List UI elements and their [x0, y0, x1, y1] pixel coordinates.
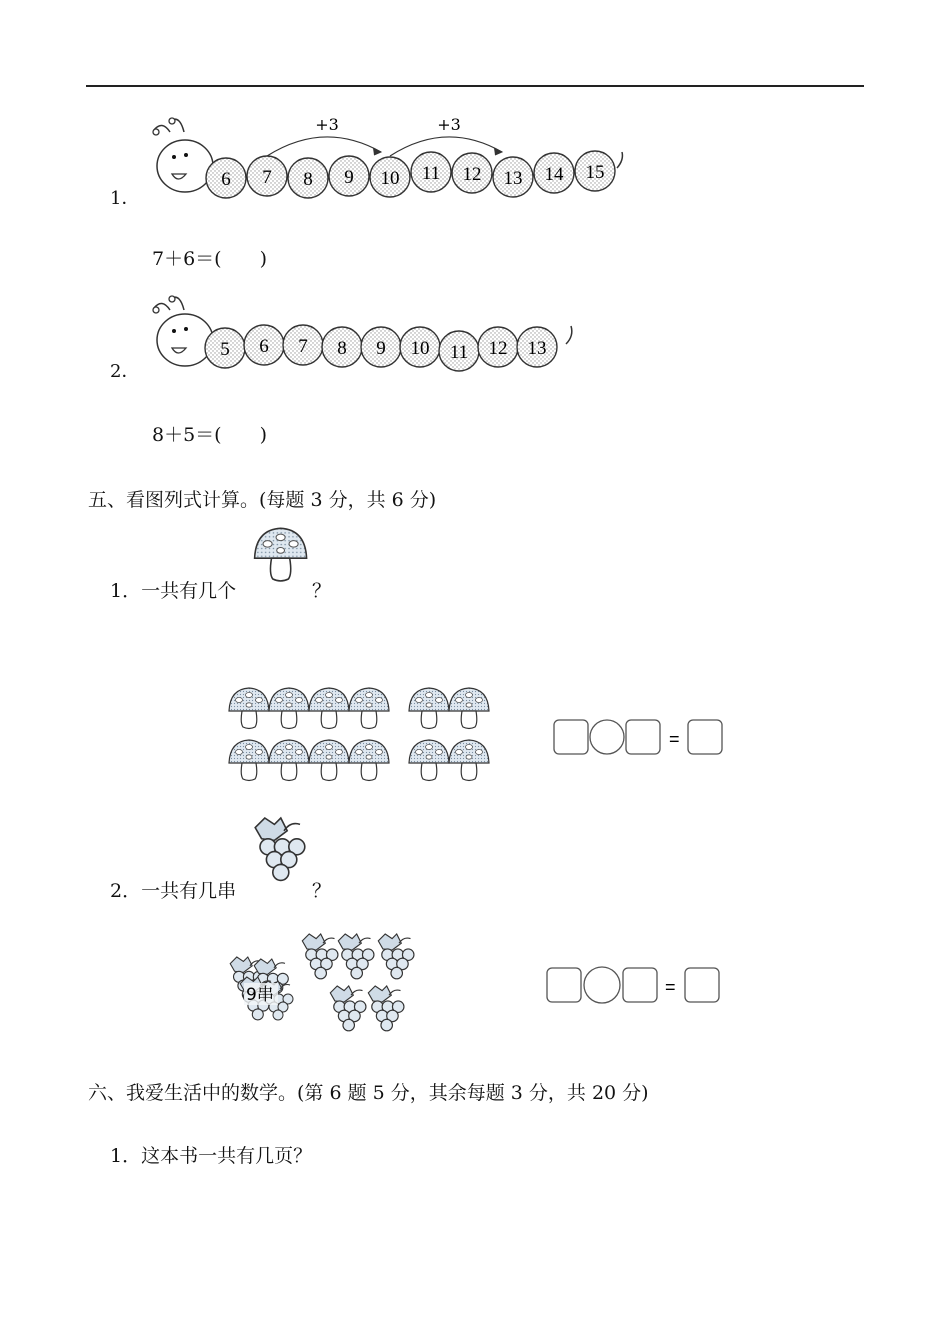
segment-number: 15: [585, 162, 605, 183]
grape-group: [298, 930, 428, 1040]
segment-number: 6: [259, 336, 269, 357]
s5-q2-label: [110, 876, 236, 903]
answer-box-result[interactable]: [685, 968, 719, 1002]
q1-number: 1．: [110, 188, 140, 209]
s5-q2-number: 2．: [110, 880, 142, 902]
segment-number: 10: [410, 338, 430, 359]
answer-row-2: [545, 966, 725, 1006]
answer-box-2[interactable]: [623, 968, 657, 1002]
segment-number: 12: [462, 164, 482, 185]
s6-q1-number: 1．: [110, 1145, 142, 1167]
bag-label: 9串: [246, 985, 274, 1005]
mushroom-item: [269, 688, 309, 729]
grape-bag: [226, 955, 306, 1025]
hop-arrow: [390, 137, 502, 156]
equals-sign: =: [669, 729, 680, 749]
segment-number: 12: [488, 338, 508, 359]
arrowhead-icon: [494, 148, 502, 155]
segment-number: 8: [303, 169, 313, 190]
caterpillar-head-icon: [153, 118, 213, 192]
segment-number: 9: [344, 167, 354, 188]
caterpillar-head-icon: [153, 296, 213, 366]
s6-q1-text: 这本书一共有几页？: [141, 1145, 313, 1167]
segment-number: 10: [380, 168, 400, 189]
segment-number: 11: [421, 163, 441, 184]
grape-item: [302, 934, 338, 979]
section5-heading: 五、看图列式计算。(每题 3 分，共 6 分): [88, 489, 437, 511]
mushroom-item: [229, 740, 269, 781]
hop-label: +3: [315, 115, 339, 134]
grape-item: [330, 986, 366, 1031]
s5-q1-label: [110, 576, 236, 603]
segment-number: 13: [503, 168, 523, 189]
segment-number: 13: [527, 338, 547, 359]
caterpillar-2: [150, 288, 590, 378]
operator-circle[interactable]: [590, 720, 624, 754]
s6-q1-label: [110, 1141, 312, 1168]
q2-equation: 8＋5＝( ): [152, 424, 268, 446]
arrowhead-icon: [373, 148, 381, 155]
mushroom-item: [349, 688, 389, 729]
s5-q1-qmark: ？: [312, 580, 332, 602]
segment-number: 6: [221, 169, 231, 190]
segment-number: 5: [220, 339, 230, 360]
answer-row-1: [552, 718, 732, 758]
caterpillar-1: [150, 110, 630, 205]
q1-equation: 7＋6＝( ): [152, 248, 268, 270]
caterpillar-tail-icon: [617, 152, 622, 168]
answer-box-result[interactable]: [688, 720, 722, 754]
grape-item: [368, 986, 404, 1031]
segment-number: 14: [544, 164, 564, 185]
grape-item: [378, 934, 414, 979]
segment-number: 7: [262, 167, 272, 188]
mushroom-item: [449, 688, 489, 729]
mushroom-item: [229, 688, 269, 729]
mushroom-icon: [252, 527, 312, 597]
top-rule: [86, 85, 864, 87]
mushroom-item: [269, 740, 309, 781]
answer-box-2[interactable]: [626, 720, 660, 754]
s5-q1-number: 1．: [110, 580, 142, 602]
mushroom-item: [349, 740, 389, 781]
grape-item: [338, 934, 374, 979]
s5-q1-text: 一共有几个: [141, 580, 237, 602]
operator-circle[interactable]: [584, 967, 620, 1003]
segment-number: 9: [376, 338, 386, 359]
s5-q2-text: 一共有几串: [141, 880, 237, 902]
segment-number: 7: [298, 336, 308, 357]
hop-label: +3: [437, 115, 461, 134]
mushroom-item: [309, 688, 349, 729]
hop-arrow: [267, 137, 381, 156]
segment-number: 8: [337, 338, 347, 359]
caterpillar-tail-icon: [566, 326, 572, 344]
grape-icon: [252, 818, 312, 898]
section6-heading: 六、我爱生活中的数学。(第 6 题 5 分，其余每题 3 分，共 20 分): [88, 1082, 649, 1104]
answer-box-1[interactable]: [554, 720, 588, 754]
segment-number: 11: [449, 342, 469, 363]
mushroom-item: [449, 740, 489, 781]
mushroom-item: [309, 740, 349, 781]
equals-sign: =: [665, 977, 676, 997]
mushroom-item: [409, 740, 449, 781]
mushroom-item: [409, 688, 449, 729]
answer-box-1[interactable]: [547, 968, 581, 1002]
s5-q2-qmark: ？: [312, 880, 332, 902]
mushroom-group: [225, 685, 505, 795]
q2-number: 2．: [110, 361, 140, 382]
